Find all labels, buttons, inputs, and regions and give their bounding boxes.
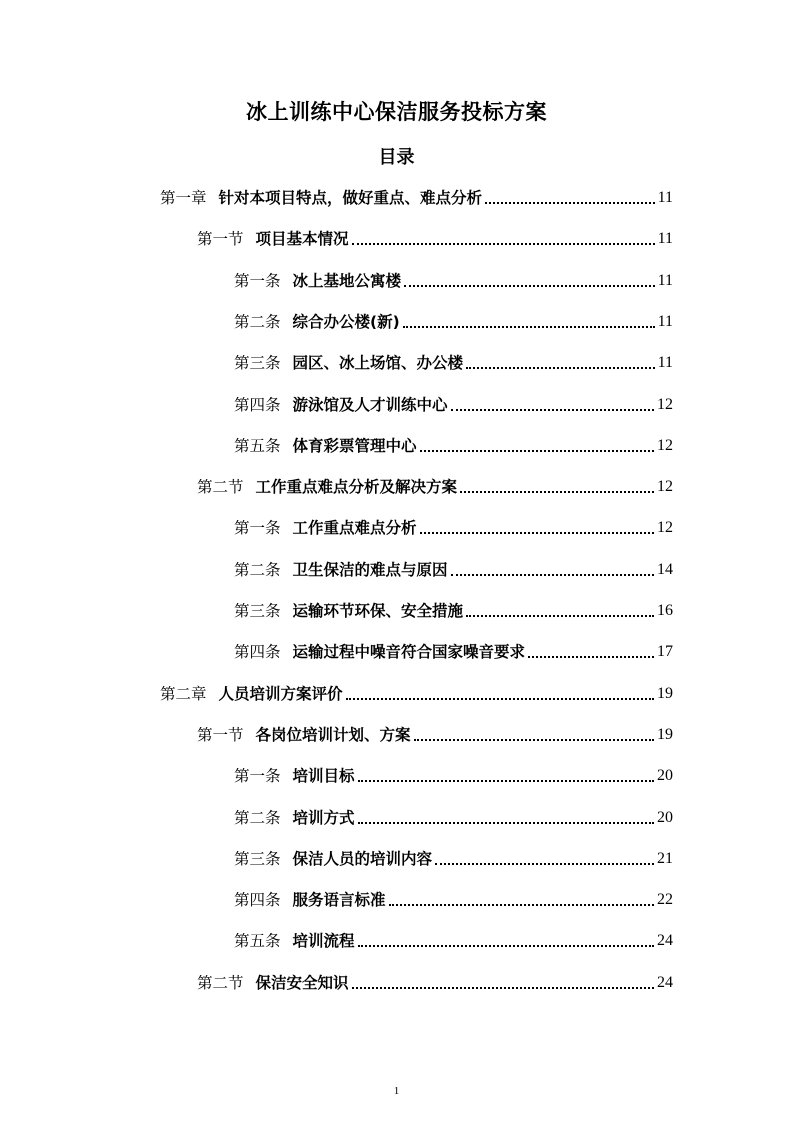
toc-entry-title: 卫生保洁的难点与原因 [292, 561, 448, 579]
toc-entry-title: 工作重点难点分析 [292, 519, 417, 537]
toc-entry-title: 冰上基地公寓楼 [292, 272, 402, 290]
toc-entry-title: 培训目标 [292, 767, 355, 785]
toc-entry-number: 第二条 [234, 313, 281, 331]
toc-entry-page: 14 [657, 561, 673, 578]
toc-entry-page: 16 [657, 602, 673, 619]
toc-entry-title: 服务语言标准 [292, 891, 386, 909]
toc-entry[interactable] [160, 184, 673, 208]
toc-entry-title: 体育彩票管理中心 [292, 437, 417, 455]
toc-dot-leader [358, 945, 654, 947]
toc-entry[interactable] [197, 225, 673, 249]
toc-entry-number: 第二条 [234, 809, 281, 827]
toc-heading: 目录 [378, 147, 415, 168]
toc-entry-title: 项目基本情况 [255, 230, 349, 248]
toc-entry[interactable] [234, 804, 673, 828]
toc-entry-page: 17 [657, 643, 673, 660]
toc-dot-leader [435, 863, 654, 865]
toc-entry-label [234, 849, 432, 869]
toc-entry-label [234, 312, 400, 332]
toc-entry-label [234, 271, 401, 291]
toc-entry-label [234, 890, 386, 910]
toc-entry-page: 20 [657, 809, 673, 826]
toc-entry-page: 24 [657, 974, 673, 991]
toc-entry[interactable] [234, 267, 673, 291]
toc-entry-page: 21 [657, 850, 673, 867]
toc-dot-leader [420, 532, 654, 534]
toc-dot-leader [389, 904, 654, 906]
toc-entry-title: 保洁安全知识 [255, 974, 349, 992]
toc-entry-label [197, 477, 457, 497]
toc-entry-label [197, 973, 349, 993]
toc-entry-number: 第四条 [234, 891, 281, 909]
toc-entry-page: 11 [657, 189, 673, 206]
toc-entry-number: 第三条 [234, 602, 281, 620]
toc-entry[interactable] [234, 927, 673, 951]
toc-entry-title: 各岗位培训计划、方案 [255, 726, 411, 744]
toc-dot-leader [451, 409, 654, 411]
toc-dot-leader [460, 491, 654, 493]
toc-dot-leader [414, 739, 654, 741]
toc-entry-page: 12 [657, 396, 673, 413]
toc-entry-page: 24 [657, 932, 673, 949]
toc-entry[interactable] [197, 969, 673, 993]
toc-entry-label [234, 601, 463, 621]
toc-entry[interactable] [234, 432, 673, 456]
toc-entry[interactable] [234, 762, 673, 786]
toc-entry-label [234, 353, 463, 373]
toc-entry-label [234, 766, 355, 786]
toc-entry-label [234, 436, 417, 456]
toc-dot-leader [528, 656, 654, 658]
toc-dot-leader [420, 450, 654, 452]
toc-entry-page: 11 [657, 313, 673, 330]
toc-entry-title: 针对本项目特点，做好重点、难点分析 [218, 189, 483, 207]
toc-entry-page: 12 [657, 519, 673, 536]
toc-entry-title: 综合办公楼(新) [292, 313, 400, 331]
toc-entry-title: 人员培训方案评价 [218, 685, 343, 703]
toc-entry[interactable] [234, 308, 673, 332]
toc-entry-number: 第二节 [197, 974, 244, 992]
toc-dot-leader [358, 780, 654, 782]
toc-entry-page: 19 [657, 685, 673, 702]
toc-entry[interactable] [234, 514, 673, 538]
page-number: 1 [393, 1085, 400, 1097]
toc-entry-number: 第一条 [234, 272, 281, 290]
toc-dot-leader [466, 367, 655, 369]
toc-entry-label [160, 188, 482, 208]
toc-dot-leader [352, 987, 654, 989]
toc-entry-page: 12 [657, 437, 673, 454]
toc-entry-title: 培训方式 [292, 809, 355, 827]
toc-entry[interactable] [234, 556, 673, 580]
toc-entry[interactable] [234, 638, 673, 662]
toc-entry-number: 第一条 [234, 519, 281, 537]
toc-entry-title: 运输环节环保、安全措施 [292, 602, 464, 620]
toc-entry-page: 19 [657, 726, 673, 743]
toc-entry-label [234, 642, 525, 662]
toc-entry-title: 游泳馆及人才训练中心 [292, 396, 448, 414]
toc-entry-number: 第五条 [234, 437, 281, 455]
toc-dot-leader [466, 615, 654, 617]
toc-dot-leader [451, 574, 654, 576]
toc-dot-leader [358, 822, 654, 824]
toc-entry-number: 第五条 [234, 932, 281, 950]
toc-entry[interactable] [160, 680, 673, 704]
toc-entry-label [197, 229, 349, 249]
toc-dot-leader [403, 326, 655, 328]
toc-entry-number: 第一章 [160, 189, 207, 207]
toc-entry-title: 园区、冰上场馆、办公楼 [292, 354, 464, 372]
toc-entry-label [197, 725, 411, 745]
toc-entry-page: 11 [657, 230, 673, 247]
toc-entry-page: 20 [657, 767, 673, 784]
toc-entry[interactable] [234, 597, 673, 621]
toc-entry[interactable] [234, 349, 673, 373]
toc-entry-page: 11 [657, 272, 673, 289]
toc-entry-number: 第二章 [160, 685, 207, 703]
toc-entry[interactable] [234, 391, 673, 415]
toc-entry-title: 保洁人员的培训内容 [292, 850, 433, 868]
toc-entry-number: 第三条 [234, 354, 281, 372]
toc-entry-page: 11 [657, 354, 673, 371]
toc-entry-number: 第二条 [234, 561, 281, 579]
toc-entry-number: 第三条 [234, 850, 281, 868]
toc-entry-title: 培训流程 [292, 932, 355, 950]
toc-entry-page: 22 [657, 891, 673, 908]
toc-entry[interactable] [197, 473, 673, 497]
toc-entry-page: 12 [657, 478, 673, 495]
toc-entry[interactable] [234, 845, 673, 869]
toc-entry-number: 第四条 [234, 643, 281, 661]
toc-dot-leader [485, 202, 655, 204]
document-title: 冰上训练中心保洁服务投标方案 [246, 100, 547, 124]
toc-entry-number: 第二节 [197, 478, 244, 496]
toc-entry-label [234, 931, 355, 951]
toc-entry[interactable] [234, 886, 673, 910]
toc-dot-leader [404, 285, 655, 287]
toc-entry-title: 工作重点难点分析及解决方案 [255, 478, 458, 496]
toc-entry-title: 运输过程中噪音符合国家噪音要求 [292, 643, 526, 661]
toc-entry-label [234, 560, 448, 580]
toc-entry-label [234, 808, 355, 828]
toc-entry-label [234, 395, 448, 415]
toc-entry[interactable] [197, 721, 673, 745]
toc-dot-leader [352, 243, 655, 245]
toc-dot-leader [346, 698, 654, 700]
toc-entry-number: 第一节 [197, 230, 244, 248]
toc-entry-label [160, 684, 343, 704]
toc-entry-number: 第四条 [234, 396, 281, 414]
toc-entry-number: 第一条 [234, 767, 281, 785]
toc-entry-number: 第一节 [197, 726, 244, 744]
toc-entry-label [234, 518, 417, 538]
